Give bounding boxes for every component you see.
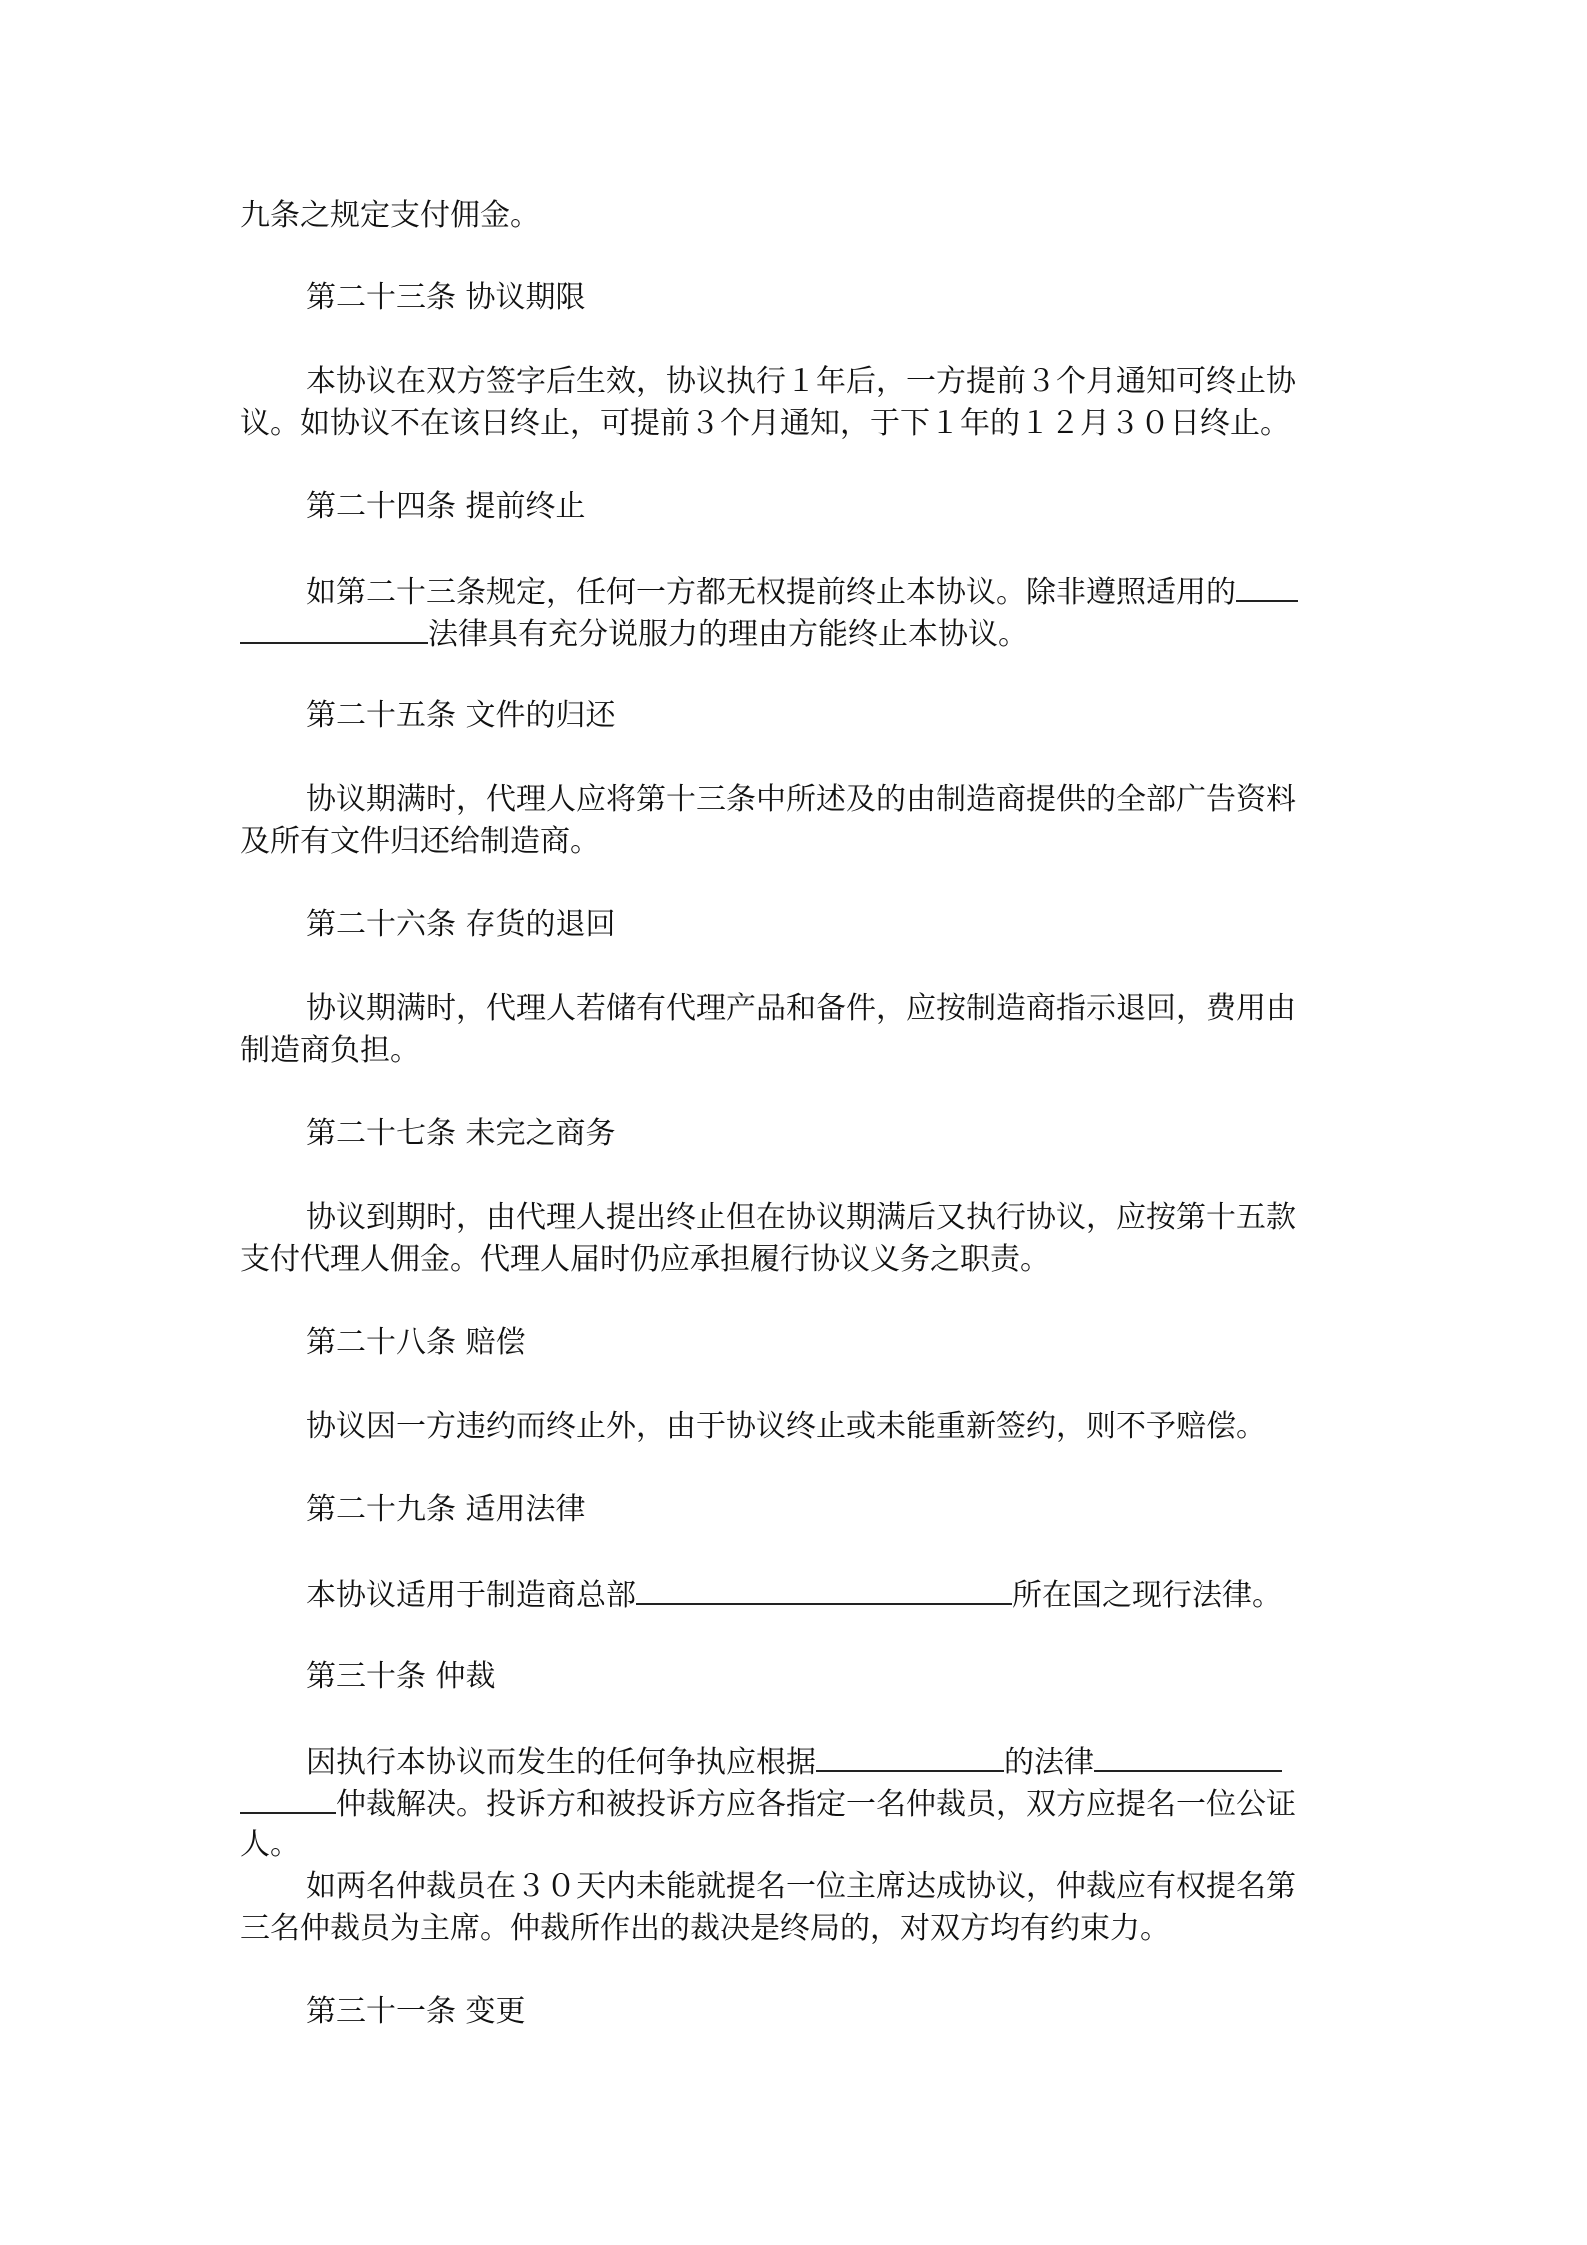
article-30-heading [240,1656,1416,1698]
text-line: 协议因一方违约而终止外，由于协议终止或未能重新签约，则不予赔偿。 [306,1409,1266,1444]
article-25-heading [240,695,1416,737]
blank-line [816,1740,1004,1772]
article-25-body [240,779,1350,863]
text-line: 协议期满时，代理人应将第十三条中所述及的由制造商提供的全部广告资料 [306,782,1296,817]
article-26-body [240,988,1350,1072]
text-line [240,612,1350,654]
article-30-body [240,1740,1350,1950]
article-23-body [240,361,1350,445]
heading-text: 第三十一条 变更 [306,1994,526,2029]
text-line [240,1740,1350,1782]
text-line: 及所有文件归还给制造商。 [240,824,600,859]
heading-text: 第二十七条 未完之商务 [306,1116,616,1151]
text-line: 人。 [240,1827,300,1862]
text-segment: 本协议适用于制造商总部 [306,1578,636,1613]
article-27-heading [240,1113,1416,1155]
blank-line [636,1573,1012,1605]
article-27-body [240,1197,1350,1281]
heading-text: 第二十六条 存货的退回 [306,907,616,942]
heading-text: 第二十五条 文件的归还 [306,698,616,733]
text-line: 协议到期时，由代理人提出终止但在协议期满后又执行协议，应按第十五款 [306,1200,1296,1235]
heading-text: 第二十九条 适用法律 [306,1492,586,1527]
continuation-paragraph [240,195,1350,237]
article-26-heading [240,904,1416,946]
text-line: 如两名仲裁员在３０天内未能就提名一位主席达成协议，仲裁应有权提名第 [306,1869,1296,1904]
text-line [240,570,1350,612]
text-line: 本协议在双方签字后生效，协议执行１年后，一方提前３个月通知可终止协 [306,364,1296,399]
text-line: 制造商负担。 [240,1033,420,1068]
text-line [240,1782,1350,1824]
article-23-heading [240,277,1416,319]
text-segment: 的法律 [1004,1745,1094,1780]
blank-line [240,1782,336,1814]
article-28-body [240,1406,1350,1448]
article-24-heading [240,486,1416,528]
text-segment: 仲裁解决。投诉方和被投诉方应各指定一名仲裁员，双方应提名一位公证 [336,1787,1296,1822]
heading-text: 第二十四条 提前终止 [306,489,586,524]
article-24-body [240,570,1350,654]
text-segment: 所在国之现行法律。 [1012,1578,1282,1613]
article-29-heading [240,1489,1416,1531]
text-segment: 如第二十三条规定，任何一方都无权提前终止本协议。除非遵照适用的 [306,575,1236,610]
article-28-heading [240,1322,1416,1364]
heading-text: 第二十三条 协议期限 [306,280,586,315]
text-line: 三名仲裁员为主席。仲裁所作出的裁决是终局的，对双方均有约束力。 [240,1911,1170,1946]
text-segment: 因执行本协议而发生的任何争执应根据 [306,1745,816,1780]
heading-text: 第三十条 仲裁 [306,1659,496,1694]
article-29-body [240,1573,1350,1615]
blank-line [1236,570,1298,602]
text-line: 议。如协议不在该日终止，可提前３个月通知，于下１年的１２月３０日终止。 [240,406,1290,441]
article-31-heading [240,1991,1416,2033]
blank-line [240,612,428,644]
text-line: 九条之规定支付佣金。 [240,198,540,233]
text-segment: 法律具有充分说服力的理由方能终止本协议。 [428,617,1028,652]
heading-text: 第二十八条 赔偿 [306,1325,526,1360]
text-line: 支付代理人佣金。代理人届时仍应承担履行协议义务之职责。 [240,1242,1050,1277]
text-line [240,1573,1350,1615]
text-line: 协议期满时，代理人若储有代理产品和备件，应按制造商指示退回，费用由 [306,991,1296,1026]
blank-line [1094,1740,1282,1772]
